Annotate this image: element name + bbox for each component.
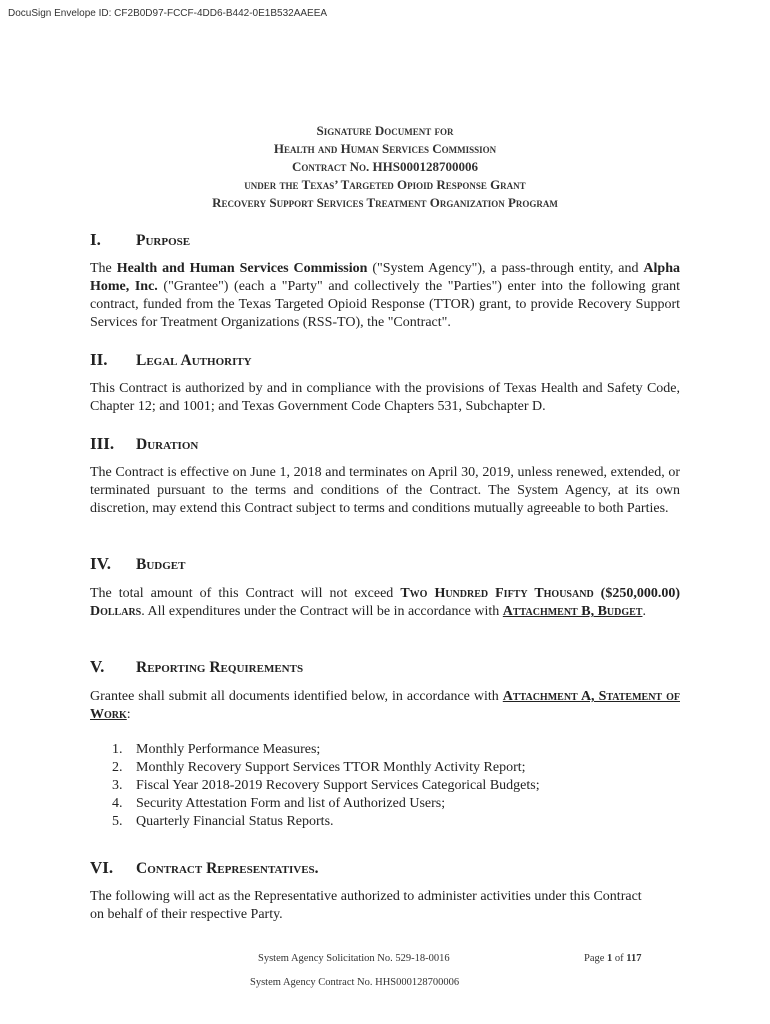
section-number: II. (90, 350, 108, 369)
list-item (112, 777, 540, 795)
section-title: Budget (136, 556, 186, 573)
title-line-3: Contract No. HHS000128700006 (292, 159, 478, 174)
legal-authority-paragraph: This Contract is authorized by and in compliance with the provisions of Texas Health and Safety Code, Chapter 12; and 1001; and Texas Government Code Chapters 531, Subchapter D. (90, 381, 680, 414)
budget-text-2: . All expenditures under the Contract will be in accordance with (141, 604, 503, 619)
title-line-2: Health and Human Services Commission (273, 141, 497, 156)
attachment-b-link[interactable]: Attachment B, Budget (502, 604, 643, 619)
budget-amount: Two Hundred Fifty Thousand ($250,000.00) Dollars (90, 586, 680, 619)
section-heading-reporting (90, 657, 303, 677)
grantee-name: Alpha Home, Inc. (90, 261, 680, 294)
reporting-paragraph (90, 688, 680, 724)
list-item (112, 795, 540, 813)
section-title: Duration (136, 436, 199, 453)
contract-representatives-paragraph: The following will act as the Representative authorized to administer activities under this Contract on behalf of their respective Party. (90, 889, 642, 922)
reporting-list (112, 741, 540, 831)
reporting-text-2: : (126, 707, 131, 722)
attachment-a-link[interactable]: Attachment A, Statement of Work (90, 689, 680, 722)
list-number: 5. (112, 814, 123, 829)
purpose-text-2: ("System Agency"), a pass-through entity, and (367, 261, 644, 276)
section-title: Legal Authority (136, 352, 252, 369)
section-title: Purpose (136, 232, 191, 249)
purpose-text-3: ("Grantee") (each a "Party" and collectively the "Parties") enter into the following grant contract, funded from the Texas Targeted Opioid Response (TTOR) grant, to provide Recovery Support Services for Treatment Organizations (RSS-TO), the "Contract". (90, 279, 680, 330)
page-prefix: Page (584, 953, 608, 964)
page-of: of (612, 953, 627, 964)
list-item (112, 741, 540, 759)
document-title-block (90, 122, 680, 212)
list-item (112, 759, 540, 777)
section-heading-contract-representatives (90, 858, 319, 878)
list-text: Quarterly Financial Status Reports. (136, 814, 334, 829)
envelope-id: DocuSign Envelope ID: CF2B0D97-FCCF-4DD6-B442-0E1B532AAEEA (8, 8, 328, 19)
list-number: 4. (112, 796, 123, 811)
duration-paragraph: The Contract is effective on June 1, 2018 and terminates on April 30, 2019, unless renewed, extended, or terminated pursuant to the terms and conditions of the Contract. The System Agency, at its own discretion, may extend this Contract subject to terms and conditions mutually agreeable to both Parties. (90, 465, 680, 516)
section-heading-purpose (90, 230, 190, 250)
list-text: Monthly Performance Measures; (136, 742, 321, 757)
section-heading-budget (90, 554, 185, 574)
footer-solicitation: System Agency Solicitation No. 529-18-0016 (258, 953, 450, 964)
list-text: Fiscal Year 2018-2019 Recovery Support Services Categorical Budgets; (136, 778, 540, 793)
section-number: I. (90, 230, 101, 249)
list-number: 1. (112, 742, 123, 757)
title-line-5: Recovery Support Services Treatment Organization Program (212, 195, 558, 210)
section-title: Reporting Requirements (136, 659, 304, 676)
budget-paragraph (90, 585, 680, 621)
purpose-text-1: The (90, 261, 117, 276)
list-number: 3. (112, 778, 123, 793)
list-item (112, 813, 540, 831)
list-text: Security Attestation Form and list of Authorized Users; (136, 796, 446, 811)
reporting-text-1: Grantee shall submit all documents identified below, in accordance with (90, 689, 503, 704)
section-number: IV. (90, 554, 111, 573)
section-number: VI. (90, 858, 114, 877)
section-number: III. (90, 434, 115, 453)
purpose-paragraph (90, 260, 680, 332)
section-title: Contract Representatives. (136, 860, 319, 877)
section-number: V. (90, 657, 105, 676)
page-total: 117 (626, 953, 642, 964)
list-text: Monthly Recovery Support Services TTOR Monthly Activity Report; (136, 760, 526, 775)
list-number: 2. (112, 760, 123, 775)
footer-page-number (584, 953, 641, 964)
page-current: 1 (607, 953, 613, 964)
section-heading-duration (90, 434, 198, 454)
footer-contract-number: System Agency Contract No. HHS000128700006 (250, 977, 460, 988)
section-heading-legal-authority (90, 350, 252, 370)
budget-text-3: . (642, 604, 646, 619)
budget-text-1: The total amount of this Contract will not exceed (90, 586, 401, 601)
system-agency-name: Health and Human Services Commission (116, 261, 368, 276)
title-line-1: Signature Document for (316, 123, 454, 138)
title-line-4: under the Texas’ Targeted Opioid Response Grant (244, 177, 526, 192)
